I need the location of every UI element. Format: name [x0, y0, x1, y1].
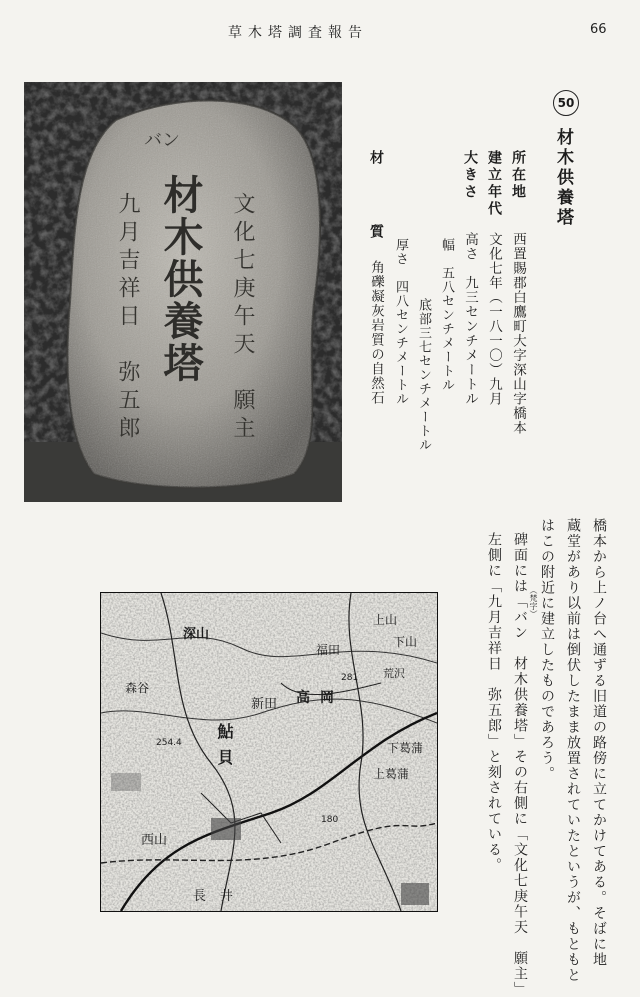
inscription-left: 九月吉祥日 弥五郎 [115, 192, 140, 444]
body-ruby-bonji: （梵字） [529, 586, 538, 618]
map-label-fukuda: 福田 [316, 643, 341, 657]
value-location: 西置賜郡白鷹町大字深山字橋本 [510, 232, 526, 435]
label-location: 所在地 [510, 150, 526, 201]
map-label-shimoyama: 下山 [393, 635, 418, 649]
map-label-takaoka: 高岡 [296, 690, 344, 706]
entry-number-badge: 50 [553, 90, 579, 116]
running-head: 草木塔調査報告 [228, 25, 368, 41]
value-bottom: 底部三七センチメートル [416, 298, 431, 452]
map-elevation-254: 254.4 [156, 738, 182, 748]
stone-photo [24, 82, 342, 502]
body-text-col-1: 橋本から上ノ台へ通ずる旧道の路傍に立てかけてある。そばに地 [591, 518, 607, 968]
map-label-shinden: 新田 [251, 697, 278, 712]
inscription-main: 材木供養塔 [157, 174, 204, 384]
inscription-bonji: バン [144, 130, 180, 151]
body-text-col-3: はこの附近に建立したものであろう。 [539, 518, 555, 782]
map-label-arasawa: 荒沢 [383, 667, 405, 680]
inscription-right: 文化七庚午天 願主 [230, 192, 255, 444]
value-erected: 文化七年（一八一〇）九月 [486, 232, 502, 406]
entry-title: 材木供養塔 [553, 128, 573, 228]
map-label-shimokuzuhara: 下葛蒲 [387, 741, 424, 755]
label-size: 大きさ [462, 150, 478, 201]
page-number: 66 [590, 22, 607, 37]
value-width: 幅 五八センチメートル [439, 238, 454, 392]
map-label-kamiyama: 上山 [373, 613, 398, 627]
location-map [100, 592, 438, 912]
map-elevation-281: 281 [341, 673, 359, 683]
value-height: 高さ 九三センチメートル [462, 232, 478, 406]
map-label-nagaida: 長井 [193, 889, 248, 904]
map-label-nishiyama: 西山 [141, 833, 168, 848]
map-label-morinoya: 森谷 [125, 681, 150, 695]
label-material: 材質 [368, 150, 384, 298]
body-text-col-5: 左側に「九月吉祥日 弥五郎」と刻されている。 [486, 532, 502, 873]
map-label-fukayama: 深山 [183, 627, 210, 642]
map-label-ayukai: 鮎貝 [215, 723, 234, 775]
map-label-kamikuzuhara: 上葛蒲 [373, 767, 410, 781]
map-elevation-180: 180 [321, 815, 339, 825]
value-thickness: 厚さ 四八センチメートル [393, 238, 408, 406]
body-text-col-2: 蔵堂があり以前は倒伏したまま放置されていたというが、もともと [565, 518, 581, 983]
value-material: 角礫凝灰岩質の自然石 [368, 260, 384, 405]
body-text-col-4: 碑面には「バン 材木供養塔」その右側に「文化七庚午天 願主」 [512, 532, 528, 997]
label-erected: 建立年代 [486, 150, 502, 218]
